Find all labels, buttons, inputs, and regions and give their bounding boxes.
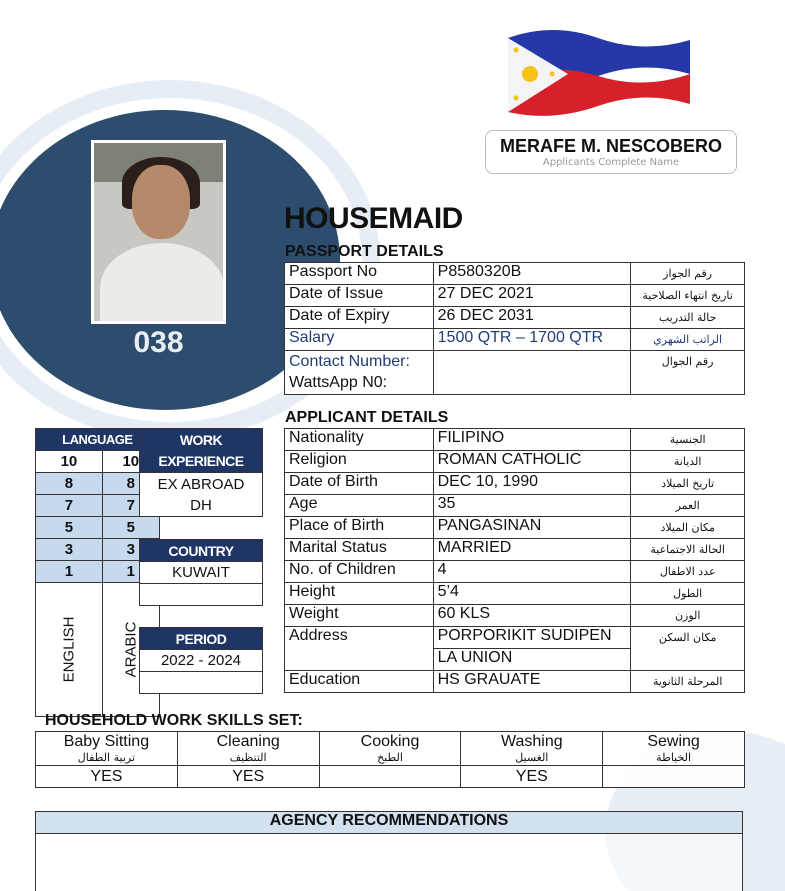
passport-arabic: الراتب الشهري (631, 329, 745, 351)
skill-arabic: التنظيف (229, 751, 267, 764)
skill-value: YES (36, 766, 178, 788)
applicant-arabic: الحالة الاجتماعية (631, 539, 745, 561)
language-level: 7 (36, 495, 103, 517)
address-line2: LA UNION (433, 649, 631, 671)
passport-arabic: حالة التدريب (631, 307, 745, 329)
skill-name: Washing (500, 733, 563, 750)
passport-arabic: رقم الجوال (631, 351, 745, 395)
language-level: 3 (36, 539, 103, 561)
language-level: 10 (102, 451, 159, 473)
passport-label: Date of Issue (285, 285, 434, 307)
applicant-arabic: المرحلة الثانوية (631, 671, 745, 693)
language-arabic: ARABIC (122, 621, 140, 678)
position-title: HOUSEMAID (284, 202, 463, 235)
table-row (285, 561, 745, 583)
table-row (285, 263, 745, 285)
skill-arabic: الطبخ (377, 751, 403, 764)
skill-name: Cooking (360, 733, 420, 750)
table-row (285, 329, 745, 351)
table-row (285, 495, 745, 517)
applicant-value: 60 KLS (433, 605, 631, 627)
applicant-value: 4 (433, 561, 631, 583)
applicant-label: Address (285, 627, 434, 671)
passport-label: Passport No (285, 263, 434, 285)
reference-number: 038 (133, 326, 184, 359)
work-experience-line2: DH (190, 496, 212, 514)
passport-table (284, 262, 745, 395)
applicant-name-box (485, 130, 737, 174)
skill-value: YES (461, 766, 603, 788)
skill-value (319, 766, 461, 788)
applicant-value: ROMAN CATHOLIC (433, 451, 631, 473)
applicant-label: Weight (285, 605, 434, 627)
language-level: 7 (102, 495, 159, 517)
applicant-label: Date of Birth (285, 473, 434, 495)
agency-recommendations-title: AGENCY RECOMMENDATIONS (36, 812, 742, 834)
applicant-name-caption: Applicants Complete Name (542, 157, 680, 168)
applicant-name: MERAFE M. NESCOBERO (499, 136, 722, 156)
contact-value (433, 351, 631, 395)
applicant-arabic: العمر (631, 495, 745, 517)
applicant-label: Place of Birth (285, 517, 434, 539)
skill-arabic: الغسيل (515, 751, 549, 764)
applicant-arabic: تاريخ الميلاد (631, 473, 745, 495)
language-english: ENGLISH (60, 616, 78, 683)
language-level: 8 (102, 473, 159, 495)
passport-value: 26 DEC 2031 (433, 307, 631, 329)
passport-arabic: تاريخ انتهاء الصلاحية (631, 285, 745, 307)
applicant-label: Nationality (285, 429, 434, 451)
table-row (285, 473, 745, 495)
work-experience-title: EXPERIENCE (158, 452, 244, 469)
applicant-value: 5’4 (433, 583, 631, 605)
applicant-arabic: الجنسية (631, 429, 745, 451)
skill-name: Cleaning (216, 733, 280, 750)
language-level: 1 (36, 561, 103, 583)
applicant-value: DEC 10, 1990 (433, 473, 631, 495)
period-table (139, 627, 263, 694)
whatsapp-label: WattsApp N0: (289, 374, 388, 391)
passport-value: P8580320B (433, 263, 631, 285)
language-level: 5 (36, 517, 103, 539)
skill-name: Sewing (647, 733, 700, 750)
passport-label: Salary (285, 329, 434, 351)
applicant-value: 35 (433, 495, 631, 517)
period-empty (140, 672, 263, 694)
applicant-photo (91, 140, 226, 324)
salary-value: 1500 QTR – 1700 QTR (433, 329, 631, 351)
applicant-value: PANGASINAN (433, 517, 631, 539)
table-row (285, 285, 745, 307)
table-row (285, 429, 745, 451)
agency-recommendations-box (35, 811, 743, 891)
applicant-arabic: عدد الاطفال (631, 561, 745, 583)
table-row (285, 451, 745, 473)
table-row (285, 539, 745, 561)
applicant-arabic: الوزن (631, 605, 745, 627)
applicant-arabic: الديانة (631, 451, 745, 473)
table-row (285, 351, 745, 395)
applicant-value: MARRIED (433, 539, 631, 561)
country-table (139, 539, 263, 606)
address-line1: PORPORIKIT SUDIPEN (433, 627, 631, 649)
period-title: PERIOD (140, 628, 263, 650)
skills-section-title: HOUSEHOLD WORK SKILLS SET: (45, 712, 303, 729)
country-title: COUNTRY (140, 540, 263, 562)
country-empty (140, 584, 263, 606)
language-title: LANGUAGE (36, 429, 160, 451)
applicant-label: Age (285, 495, 434, 517)
passport-label: Date of Expiry (285, 307, 434, 329)
skill-value: YES (177, 766, 319, 788)
country-value: KUWAIT (140, 562, 263, 584)
skill-arabic: تربية الطفال (77, 751, 136, 764)
applicant-arabic: مكان الميلاد (631, 517, 745, 539)
language-level: 10 (36, 451, 103, 473)
passport-arabic: رقم الجواز (631, 263, 745, 285)
language-level: 5 (102, 517, 159, 539)
skill-name: Baby Sitting (63, 733, 150, 750)
table-row (285, 517, 745, 539)
contact-label: Contact Number: (289, 353, 410, 370)
applicant-value: HS GRAUATE (433, 671, 631, 693)
applicant-label: Religion (285, 451, 434, 473)
applicant-label: Marital Status (285, 539, 434, 561)
skills-table (35, 731, 745, 788)
applicant-arabic: الطول (631, 583, 745, 605)
passport-section-title: PASSPORT DETAILS (285, 243, 444, 260)
table-row (285, 605, 745, 627)
work-experience-table (139, 428, 263, 517)
skill-value (603, 766, 745, 788)
passport-value: 27 DEC 2021 (433, 285, 631, 307)
table-row (285, 627, 745, 649)
table-row (285, 307, 745, 329)
work-experience-line1: EX ABROAD (157, 475, 245, 493)
applicant-value: FILIPINO (433, 429, 631, 451)
applicant-section-title: APPLICANT DETAILS (285, 409, 449, 426)
applicant-label: No. of Children (285, 561, 434, 583)
work-experience-title: WORK (179, 431, 223, 448)
applicant-table (284, 428, 745, 693)
table-row (285, 671, 745, 693)
period-value: 2022 - 2024 (140, 650, 263, 672)
philippine-flag-icon (508, 26, 690, 118)
language-level: 1 (102, 561, 159, 583)
skill-arabic: الخياطة (656, 751, 692, 764)
language-level: 3 (102, 539, 159, 561)
applicant-arabic: مكان السكن (631, 627, 745, 671)
applicant-label: Height (285, 583, 434, 605)
language-level: 8 (36, 473, 103, 495)
table-row (285, 583, 745, 605)
applicant-label: Education (285, 671, 434, 693)
